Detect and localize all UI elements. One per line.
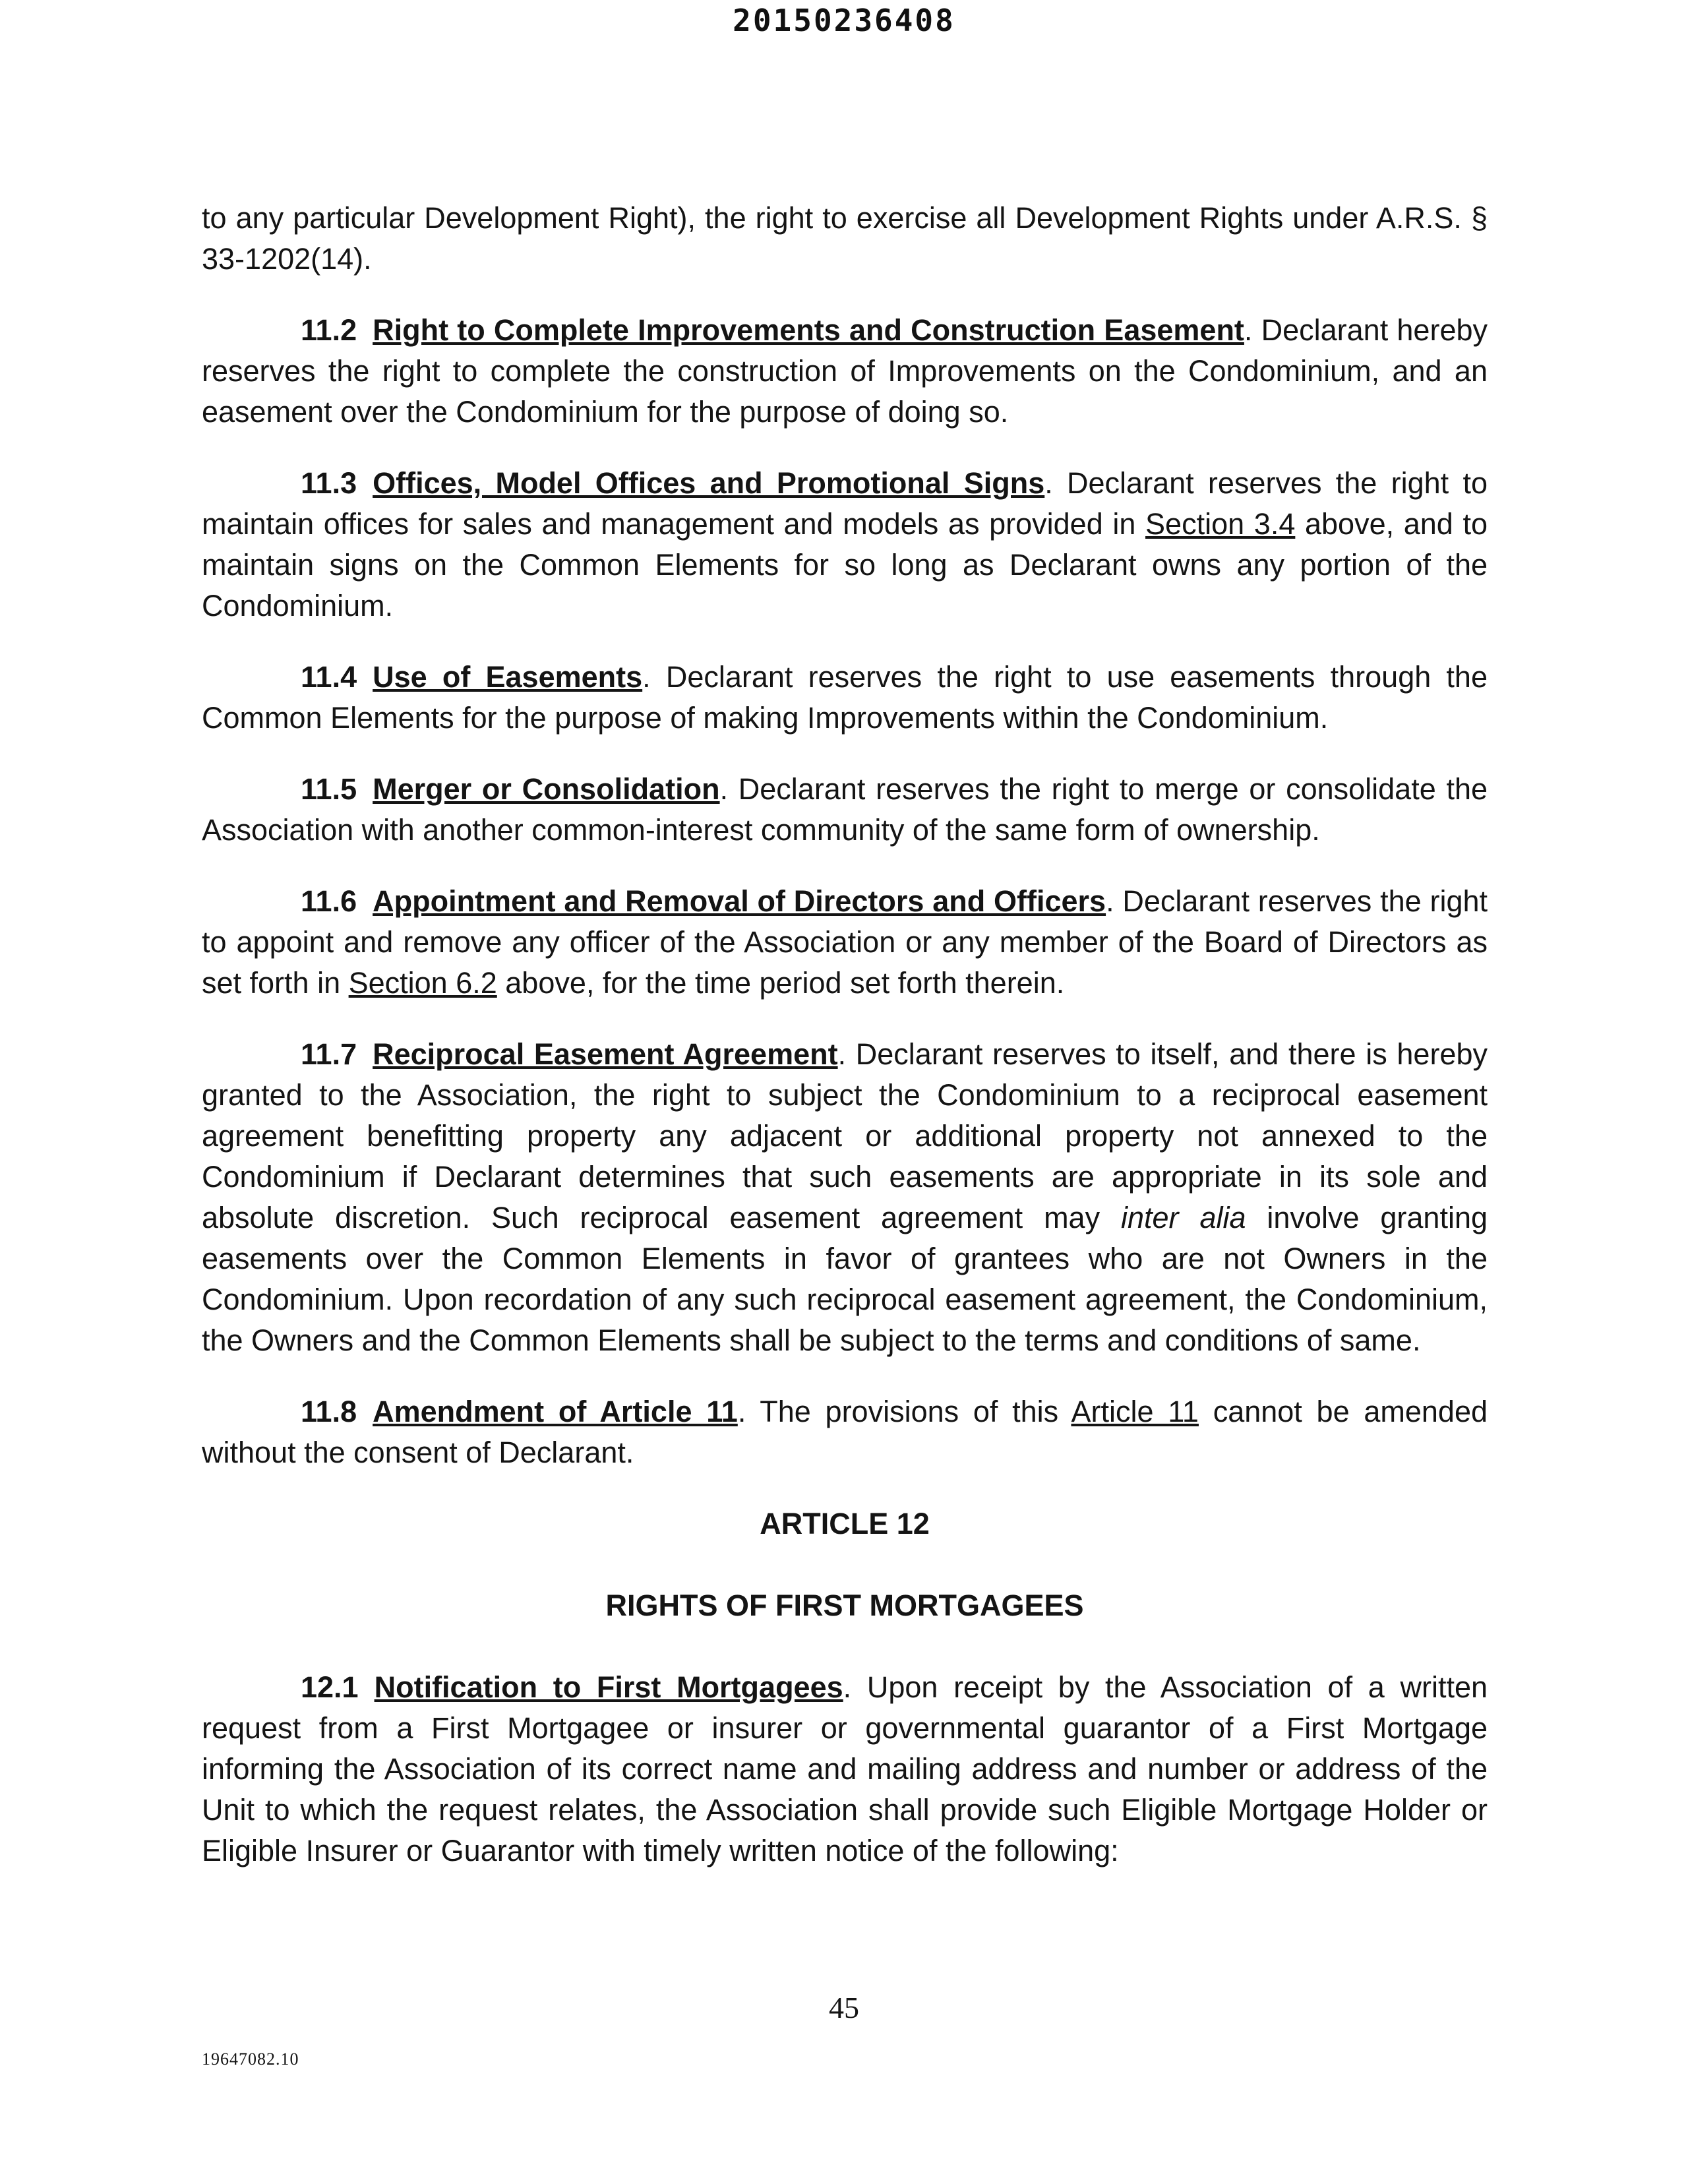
section-heading: Notification to First Mortgagees (374, 1670, 843, 1704)
section-11-5 (202, 769, 1488, 851)
section-number: 11.6 (301, 884, 357, 918)
section-number: 11.8 (301, 1395, 357, 1428)
document-number: 20150236408 (733, 3, 955, 38)
section-number: 11.5 (301, 772, 357, 806)
section-11-6 (202, 881, 1488, 1004)
section-11-7 (202, 1034, 1488, 1361)
section-heading: Right to Complete Improvements and Construction Easement (373, 313, 1244, 347)
section-text: above, for the time period set forth therein. (497, 966, 1065, 1000)
article-subtitle: RIGHTS OF FIRST MORTGAGEES (605, 1589, 1084, 1622)
cross-reference: Article 11 (1071, 1395, 1199, 1428)
section-text: above, and to maintain signs on the Common Elements for so long as Declarant owns any portion of the Condominium. (202, 507, 1488, 622)
section-text: . The provisions of this (737, 1395, 1071, 1428)
section-heading: Reciprocal Easement Agreement (373, 1037, 838, 1071)
section-12-1 (202, 1667, 1488, 1871)
section-text: . Declarant reserves the right to use easements through the Common Elements for the purpose of making Improvements within the Condominium. (202, 660, 1488, 735)
section-heading: Amendment of Article 11 (373, 1395, 738, 1428)
section-text: . Declarant reserves the right to appoint and remove any officer of the Association or any member of the Board of Directors as set forth in (202, 884, 1488, 1000)
section-number: 11.3 (301, 466, 357, 500)
document-body (202, 198, 1488, 1902)
section-11-2 (202, 310, 1488, 433)
section-number: 11.7 (301, 1037, 357, 1071)
page-number: 45 (829, 1991, 859, 2024)
section-text: . Declarant reserves the right to merge or consolidate the Association with another common-interest community of the same form of ownership. (202, 772, 1488, 847)
latin-term: inter alia (1121, 1201, 1246, 1234)
section-heading: Appointment and Removal of Directors and Officers (373, 884, 1106, 918)
section-text: cannot be amended without the consent of Declarant. (202, 1395, 1488, 1469)
section-heading: Merger or Consolidation (373, 772, 720, 806)
continuation-paragraph: to any particular Development Right), the right to exercise all Development Rights under A.R.S. § 33-1202(14). (202, 201, 1488, 276)
section-text: . Declarant reserves to itself, and there is hereby granted to the Association, the right to subject the Condominium to a reciprocal easement agreement benefitting property any adjacent or additional property not annexed to the Condominium if Declarant determines that such easements are appropriate in its sole and absolute discretion. Such reciprocal easement agreement may (202, 1037, 1488, 1234)
article-title: ARTICLE 12 (760, 1507, 930, 1540)
section-11-8 (202, 1391, 1488, 1473)
section-text: . Declarant hereby reserves the right to complete the construction of Improvements on the Condominium, and an easement over the Condominium for the purpose of doing so. (202, 313, 1488, 429)
cross-reference: Section 3.4 (1145, 507, 1296, 541)
section-number: 11.4 (301, 660, 357, 694)
cross-reference: Section 6.2 (348, 966, 497, 1000)
section-11-3 (202, 463, 1488, 626)
section-number: 12.1 (301, 1670, 359, 1704)
section-text: involve granting easements over the Common Elements in favor of grantees who are not Owners in the Condominium. Upon recordation of any such reciprocal easement agreement, the Condominium, the Owners and the Common Elements shall be subject to the terms and conditions of same. (202, 1201, 1488, 1357)
section-heading: Offices, Model Offices and Promotional Signs (373, 466, 1045, 500)
section-heading: Use of Easements (373, 660, 643, 694)
section-text: . Declarant reserves the right to maintain offices for sales and management and models as provided in (202, 466, 1488, 541)
section-number: 11.2 (301, 313, 357, 347)
section-11-4 (202, 657, 1488, 739)
document-code: 19647082.10 (202, 2049, 299, 2069)
section-text: . Upon receipt by the Association of a written request from a First Mortgagee or insurer or governmental guarantor of a First Mortgage informing the Association of its correct name and mailing address and number or address of the Unit to which the request relates, the Association shall provide such Eligible Mortgage Holder or Eligible Insurer or Guarantor with timely written notice of the following: (202, 1670, 1488, 1867)
